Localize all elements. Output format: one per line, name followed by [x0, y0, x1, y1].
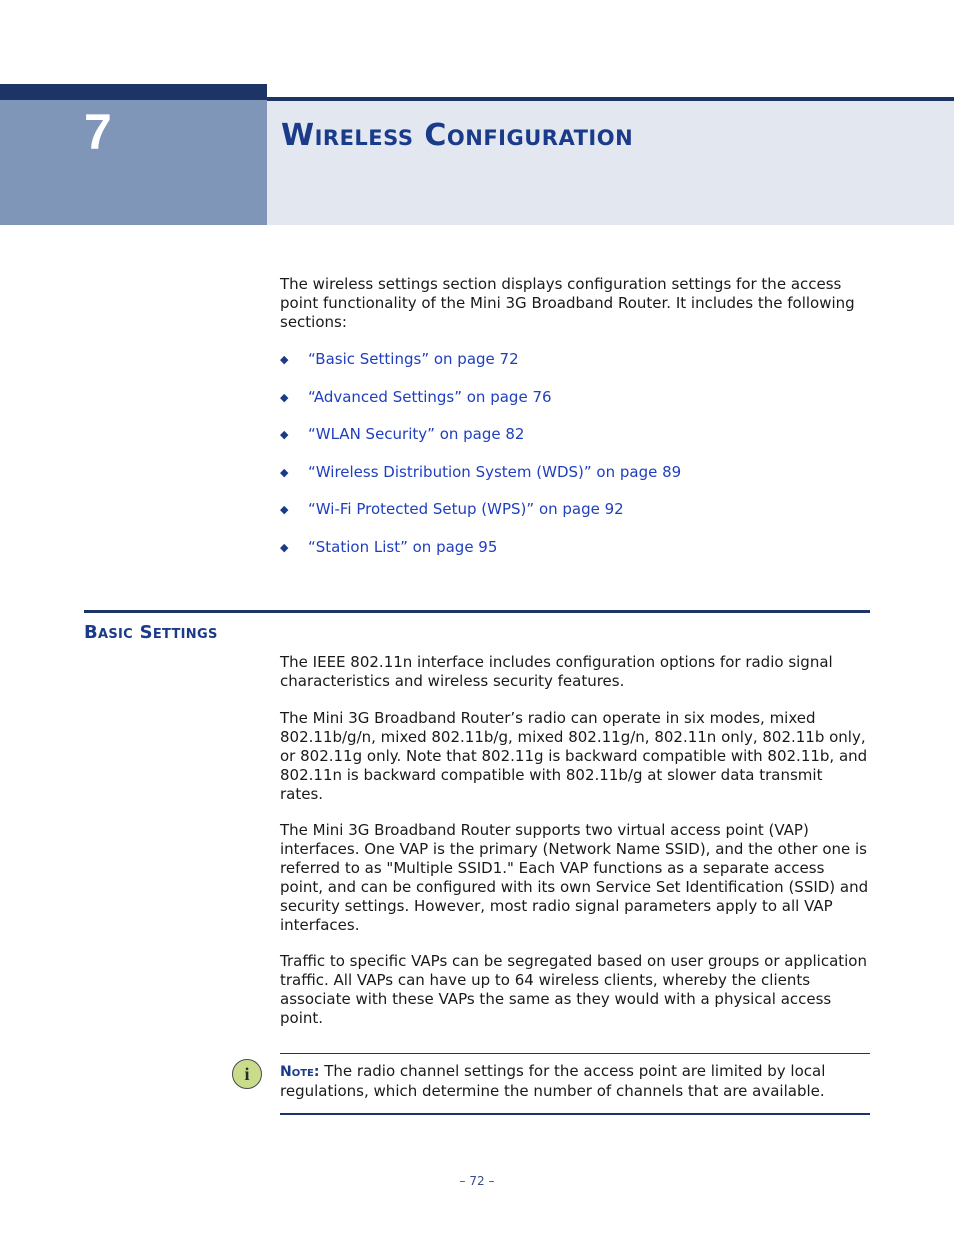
- note-label: Note:: [280, 1064, 320, 1080]
- intro-paragraph: The wireless settings section displays configuration settings for the access point functionality of the Mini 3G Broadband Router. It includes the following sections:: [280, 275, 855, 331]
- chapter-number-box: [0, 84, 267, 225]
- note: [280, 1062, 870, 1101]
- link-wds[interactable]: “Wireless Distribution System (WDS)” on page 89: [308, 462, 682, 481]
- diamond-bullet-icon: ◆: [280, 428, 289, 441]
- link-basic-settings[interactable]: “Basic Settings” on page 72: [308, 350, 519, 368]
- section-heading: Basic Settings: [84, 622, 218, 643]
- paragraph-3: The Mini 3G Broadband Router supports two virtual access point (VAP) interfaces. One VAP is the primary (Network Name SSID), and the other one is referred to as "Multiple SSID1." Each VAP functions as a separate access point, and can be configured with its own Service Set Identification (SSID) and security settings. However, most radio signal parameters apply to all VAP interfaces.: [280, 821, 869, 934]
- info-icon: i: [232, 1059, 262, 1089]
- paragraph-1: The IEEE 802.11n interface includes configuration options for radio signal characteristics and wireless security features.: [280, 653, 833, 690]
- chapter-box-top-bar: [0, 84, 267, 100]
- chapter-title: Wireless Configuration: [281, 118, 634, 153]
- link-advanced-settings[interactable]: “Advanced Settings” on page 76: [308, 387, 552, 406]
- diamond-bullet-icon: ◆: [280, 540, 289, 554]
- diamond-bullet-icon: ◆: [280, 353, 289, 366]
- note-bottom-rule: [280, 1113, 870, 1115]
- page-number: – 72 –: [459, 1174, 495, 1188]
- paragraph-4: Traffic to specific VAPs can be segregated based on user groups or application traffic. All VAPs can have up to 64 wireless clients, whereby the clients associate with these VAPs the same as they would with a physical access point.: [280, 952, 867, 1027]
- section-link-list: [280, 350, 870, 575]
- list-item: [280, 388, 870, 426]
- note-top-rule: [280, 1053, 870, 1054]
- list-item: [280, 425, 870, 463]
- section-divider: [84, 610, 870, 613]
- list-item: [280, 463, 870, 501]
- note-text: The radio channel settings for the access point are limited by local regulations, which determine the number of channels that are available.: [280, 1062, 826, 1100]
- diamond-bullet-icon: ◆: [280, 503, 289, 516]
- diamond-bullet-icon: ◆: [280, 465, 289, 479]
- list-item: [280, 538, 870, 576]
- diamond-bullet-icon: ◆: [280, 390, 289, 404]
- list-item: [280, 350, 870, 388]
- chapter-number: 7: [84, 104, 112, 160]
- paragraph-2: The Mini 3G Broadband Router’s radio can operate in six modes, mixed 802.11b/g/n, mixed 802.11b/g, mixed 802.11g/n, 802.11n only, 802.11b only, or 802.11g only. Note that 802.11g is backward compatible with 802.11b, and 802.11n is backward compatible with 802.11b/g at slower data transmit rates.: [280, 709, 868, 803]
- link-station-list[interactable]: “Station List” on page 95: [308, 537, 498, 556]
- list-item: [280, 500, 870, 538]
- link-wlan-security[interactable]: “WLAN Security” on page 82: [308, 425, 525, 443]
- link-wps[interactable]: “Wi-Fi Protected Setup (WPS)” on page 92: [308, 500, 624, 518]
